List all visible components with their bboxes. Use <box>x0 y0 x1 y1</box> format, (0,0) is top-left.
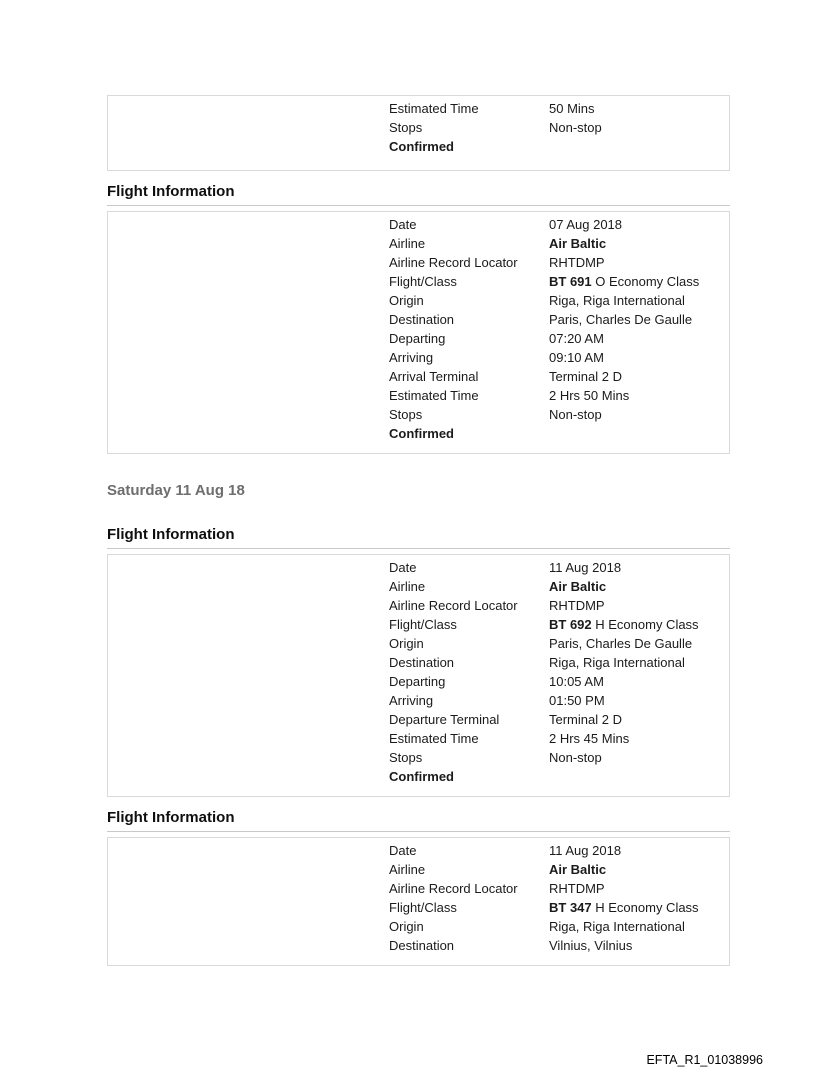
field-value: RHTDMP <box>549 255 605 270</box>
info-row <box>108 748 729 767</box>
info-row <box>108 898 729 917</box>
info-row <box>108 691 729 710</box>
info-row <box>108 99 729 118</box>
info-row <box>108 841 729 860</box>
row-spacer <box>108 291 389 310</box>
field-label: Origin <box>389 919 424 934</box>
field-label: Stops <box>389 407 423 422</box>
info-row <box>108 710 729 729</box>
field-value: Non-stop <box>549 120 602 135</box>
field-value: 09:10 AM <box>549 350 604 365</box>
field-value: Non-stop <box>549 407 602 422</box>
info-row <box>108 348 729 367</box>
row-spacer <box>108 253 389 272</box>
field-label: Destination <box>389 938 455 953</box>
section-heading: Flight Information <box>107 809 730 832</box>
row-spacer <box>108 272 389 291</box>
field-value: 07:20 AM <box>549 331 604 346</box>
row-spacer <box>108 405 389 424</box>
field-value: Air Baltic <box>549 236 607 251</box>
field-value: 11 Aug 2018 <box>549 560 622 575</box>
flight-details-box <box>107 837 730 966</box>
flight-details-box <box>107 211 730 454</box>
field-value: RHTDMP <box>549 598 605 613</box>
field-label: Flight/Class <box>389 617 457 632</box>
row-spacer <box>108 596 389 615</box>
field-label: Confirmed <box>389 426 454 441</box>
field-label: Origin <box>389 293 424 308</box>
field-value: Paris, Charles De Gaulle <box>549 312 693 327</box>
info-row <box>108 729 729 748</box>
field-label: Arrival Terminal <box>389 369 479 384</box>
field-label: Estimated Time <box>389 731 479 746</box>
field-value: Riga, Riga International <box>549 919 685 934</box>
field-value: 2 Hrs 45 Mins <box>549 731 630 746</box>
day-heading: Saturday 11 Aug 18 <box>107 482 245 499</box>
row-spacer <box>108 310 389 329</box>
row-spacer <box>108 917 389 936</box>
info-row <box>108 917 729 936</box>
field-label: Airline Record Locator <box>389 881 518 896</box>
field-value <box>549 767 729 786</box>
row-spacer <box>108 386 389 405</box>
field-value: 10:05 AM <box>549 674 604 689</box>
field-value: Riga, Riga International <box>549 655 685 670</box>
field-value <box>549 898 729 917</box>
itinerary-document <box>107 95 730 966</box>
field-label: Date <box>389 217 417 232</box>
info-row <box>108 879 729 898</box>
field-label: Airline <box>389 236 426 251</box>
row-spacer <box>108 137 389 156</box>
field-label: Departure Terminal <box>389 712 500 727</box>
row-spacer <box>108 710 389 729</box>
row-spacer <box>108 748 389 767</box>
row-spacer <box>108 215 389 234</box>
info-row <box>108 860 729 879</box>
field-value: 07 Aug 2018 <box>549 217 623 232</box>
row-spacer <box>108 860 389 879</box>
field-value: Vilnius, Vilnius <box>549 938 633 953</box>
field-label: Airline <box>389 862 426 877</box>
field-value: 50 Mins <box>549 101 595 116</box>
info-row <box>108 118 729 137</box>
row-spacer <box>108 653 389 672</box>
row-spacer <box>108 329 389 348</box>
flight-details-box <box>107 554 730 797</box>
field-value <box>549 272 729 291</box>
field-value <box>549 137 729 156</box>
field-value: 2 Hrs 50 Mins <box>549 388 630 403</box>
field-label: Airline <box>389 579 426 594</box>
row-spacer <box>108 634 389 653</box>
field-label: Arriving <box>389 350 434 365</box>
info-row <box>108 653 729 672</box>
info-row <box>108 310 729 329</box>
field-label: Date <box>389 560 417 575</box>
row-spacer <box>108 558 389 577</box>
field-value: Non-stop <box>549 750 602 765</box>
row-spacer <box>108 879 389 898</box>
info-row <box>108 634 729 653</box>
row-spacer <box>108 615 389 634</box>
field-value: RHTDMP <box>549 881 605 896</box>
row-spacer <box>108 729 389 748</box>
field-value: Paris, Charles De Gaulle <box>549 636 693 651</box>
row-spacer <box>108 898 389 917</box>
info-row <box>108 253 729 272</box>
row-spacer <box>108 936 389 955</box>
field-label: Flight/Class <box>389 274 457 289</box>
info-row <box>108 596 729 615</box>
field-label: Confirmed <box>389 139 454 154</box>
field-value-bold-part: BT 347 <box>549 900 592 915</box>
field-label: Origin <box>389 636 424 651</box>
row-spacer <box>108 424 389 443</box>
info-row <box>108 272 729 291</box>
field-value: 01:50 PM <box>549 693 605 708</box>
row-spacer <box>108 118 389 137</box>
field-label: Destination <box>389 655 455 670</box>
info-row <box>108 137 729 156</box>
field-value: Air Baltic <box>549 579 607 594</box>
info-row <box>108 936 729 955</box>
row-spacer <box>108 767 389 786</box>
info-row <box>108 424 729 443</box>
row-spacer <box>108 691 389 710</box>
document-reference: EFTA_R1_01038996 <box>646 1053 763 1067</box>
section-heading: Flight Information <box>107 183 730 206</box>
field-value-bold-part: BT 692 <box>549 617 592 632</box>
field-label: Date <box>389 843 417 858</box>
field-label: Departing <box>389 331 446 346</box>
row-spacer <box>108 348 389 367</box>
info-row <box>108 329 729 348</box>
field-label: Airline Record Locator <box>389 255 518 270</box>
row-spacer <box>108 672 389 691</box>
field-label: Arriving <box>389 693 434 708</box>
field-value: Riga, Riga International <box>549 293 685 308</box>
info-row <box>108 405 729 424</box>
field-value-rest: H Economy Class <box>591 617 699 632</box>
field-label: Airline Record Locator <box>389 598 518 613</box>
info-row <box>108 615 729 634</box>
row-spacer <box>108 234 389 253</box>
field-label: Estimated Time <box>389 101 479 116</box>
info-row <box>108 672 729 691</box>
info-row <box>108 367 729 386</box>
info-row <box>108 291 729 310</box>
field-label: Destination <box>389 312 455 327</box>
row-spacer <box>108 841 389 860</box>
field-label: Estimated Time <box>389 388 479 403</box>
field-label: Stops <box>389 750 423 765</box>
field-label: Stops <box>389 120 423 135</box>
field-value: Air Baltic <box>549 862 607 877</box>
field-value <box>549 615 729 634</box>
row-spacer <box>108 99 389 118</box>
info-row <box>108 215 729 234</box>
field-value-bold-part: BT 691 <box>549 274 592 289</box>
field-value: Terminal 2 D <box>549 369 622 384</box>
field-value <box>549 424 729 443</box>
field-value: 11 Aug 2018 <box>549 843 622 858</box>
flight-details-box-continued <box>107 95 730 171</box>
section-heading: Flight Information <box>107 526 730 549</box>
info-row <box>108 558 729 577</box>
info-row <box>108 767 729 786</box>
field-label: Departing <box>389 674 446 689</box>
info-row <box>108 577 729 596</box>
row-spacer <box>108 367 389 386</box>
info-row <box>108 234 729 253</box>
field-label: Flight/Class <box>389 900 457 915</box>
row-spacer <box>108 577 389 596</box>
field-value-rest: H Economy Class <box>591 900 699 915</box>
field-label: Confirmed <box>389 769 454 784</box>
field-value: Terminal 2 D <box>549 712 622 727</box>
field-value-rest: O Economy Class <box>591 274 700 289</box>
info-row <box>108 386 729 405</box>
